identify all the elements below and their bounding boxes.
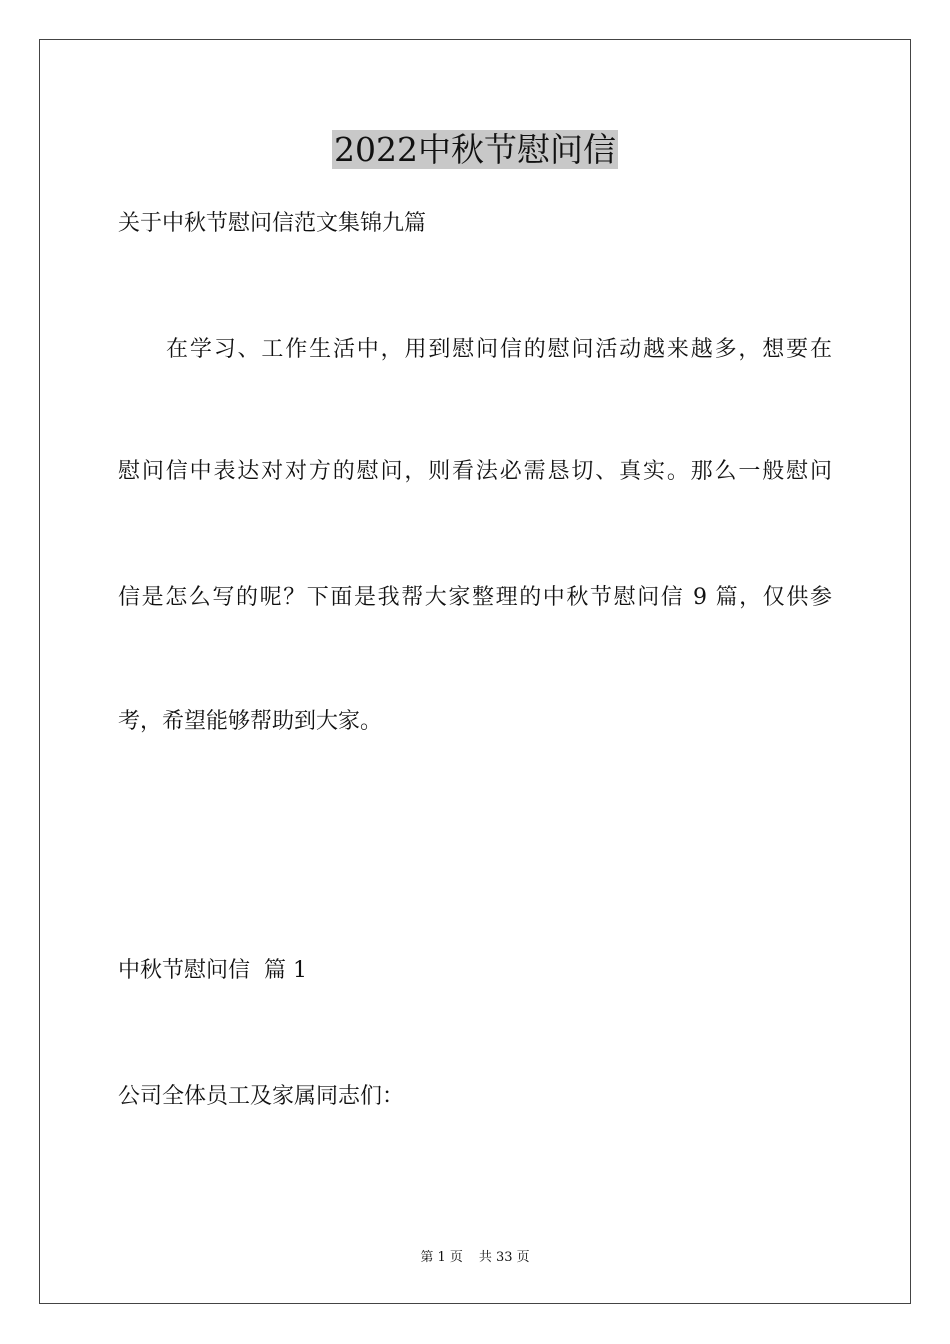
document-title (0, 128, 950, 172)
section-heading: 中秋节慰问信 篇 1 (118, 958, 307, 983)
page-number: 第 1 页 (420, 1250, 463, 1265)
intro-line-1: 在学习、工作生活中，用到慰问信的慰问活动越来越多，想要在 (166, 337, 832, 362)
intro-line-4: 考，希望能够帮助到大家。 (118, 709, 383, 734)
document-subtitle: 关于中秋节慰问信范文集锦九篇 (118, 211, 427, 236)
page-total: 共 33 页 (478, 1250, 530, 1265)
document-title-text: 2022中秋节慰问信 (334, 130, 616, 169)
intro-line-3: 信是怎么写的呢？下面是我帮大家整理的中秋节慰问信 9 篇，仅供参 (118, 585, 832, 610)
page-footer (0, 1249, 950, 1267)
intro-line-2: 慰问信中表达对对方的慰问，则看法必需恳切、真实。那么一般慰问 (118, 459, 832, 484)
salutation: 公司全体员工及家属同志们： (118, 1084, 405, 1109)
